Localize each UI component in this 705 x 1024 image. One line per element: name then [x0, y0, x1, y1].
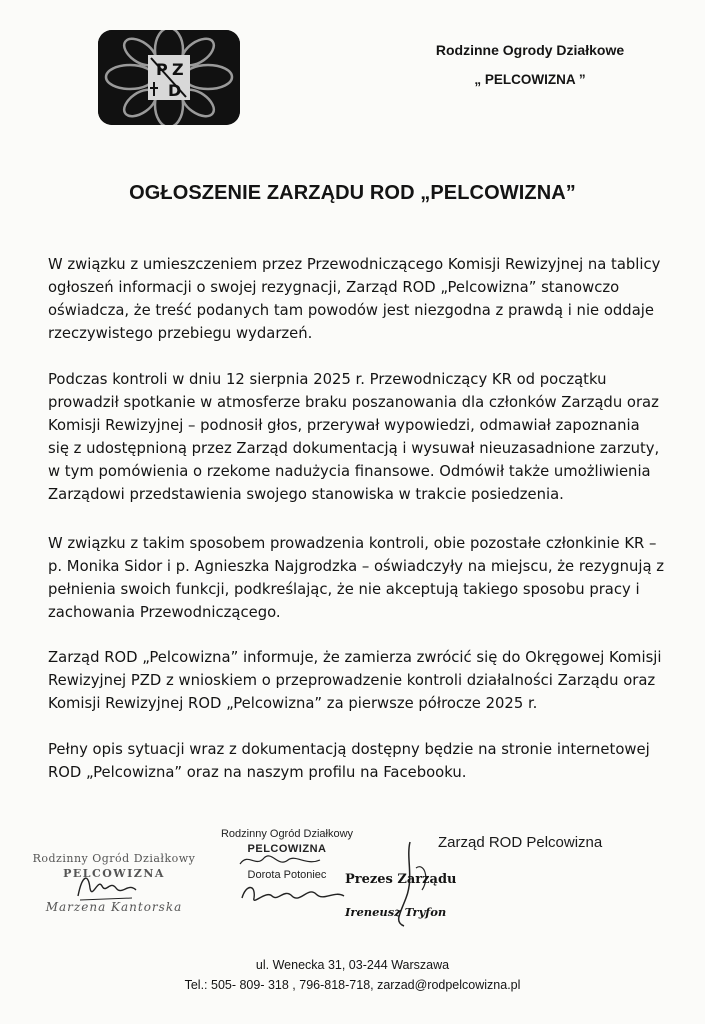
signature-treasurer [72, 868, 142, 906]
paragraph-4 [48, 646, 668, 715]
paragraph-line: prowadził spotkanie w atmosferze braku poszanowania dla członków Zarządu oraz [48, 394, 659, 411]
signature-secretary-small [236, 848, 326, 872]
paragraph-line: w tym pomówienia o rzekome nadużycia finansowe. Odmówił także umożliwienia [48, 463, 651, 480]
paragraph-line: ROD „Pelcowizna” oraz na naszym profilu na Facebooku. [48, 764, 467, 781]
president-title: Prezes Zarządu [345, 872, 457, 887]
paragraph-line: Rewizyjnej PZD z wnioskiem o przeprowadzenie kontroli działalności Zarządu oraz [48, 672, 656, 689]
paragraph-line: rzeczywistego przebiegu wydarzeń. [48, 325, 313, 342]
logo-letter-d: D [168, 81, 182, 100]
footer-address: ul. Wenecka 31, 03-244 Warszawa [255, 958, 450, 972]
logo-letter-p: P [156, 60, 168, 79]
stamp-garden-name: PELCOWIZNA [63, 867, 165, 880]
organization-subtitle: „ PELCOWIZNA ” [474, 72, 586, 87]
paragraph-line: Zarząd ROD „Pelcowizna” informuje, że zamierza zwrócić się do Okręgowej Komisji [48, 649, 662, 666]
logo-letter-z: Z [172, 60, 184, 79]
paragraph-line: zachowania Przewodniczącego. [48, 604, 281, 621]
paragraph-line: W związku z takim sposobem prowadzenia kontroli, obie pozostałe członkinie KR – [48, 535, 657, 552]
paragraph-5 [48, 738, 668, 784]
organization-name: Rodzinne Ogrody Działkowe [435, 42, 625, 58]
paragraph-line: p. Monika Sidor i p. Agnieszka Najgrodzka – oświadczyły na miejscu, że rezygnują z [48, 558, 665, 575]
stamp-garden-name: PELCOWIZNA [247, 843, 327, 855]
paragraph-line: oświadcza, że treść podanych tam powodów jest niezgodna z prawdą i nie oddaje [48, 302, 654, 319]
paragraph-1 [48, 253, 668, 345]
paragraph-line: się z udostępnioną przez Zarząd dokumentacją i wysuwał nieuzasadnione zarzuty, [48, 440, 660, 457]
pzd-logo-emblem [98, 30, 240, 125]
paragraph-line: Pełny opis sytuacji wraz z dokumentacją dostępny będzie na stronie internetowej [48, 741, 650, 758]
paragraph-line: Komisji Rewizyjnej – podnosił głos, przerywał wypowiedzi, odmawiał zapoznania [48, 417, 640, 434]
pzd-logo [98, 30, 240, 125]
document-title: OGŁOSZENIE ZARZĄDU ROD „PELCOWIZNA” [129, 182, 576, 204]
paragraph-line: Zarządowi przedstawienia swojego stanowiska w trakcie posiedzenia. [48, 486, 564, 503]
paragraph-line: W związku z umieszczeniem przez Przewodniczącego Komisji Rewizyjnej na tablicy [48, 256, 661, 273]
signature-secretary [238, 878, 348, 908]
paragraph-line: Komisji Rewizyjnej ROD „Pelcowizna” za pierwsze półrocze 2025 r. [48, 695, 538, 712]
president-name: Ireneusz Tryfon [345, 905, 447, 919]
paragraph-line: pełnienia swoich funkcji, podkreślając, że nie akceptują takiego sposobu pracy i [48, 581, 640, 598]
stamp-org-name: Rodzinny Ogród Działkowy [220, 828, 354, 840]
footer-contact: Tel.: 505- 809- 318 , 796-818-718, zarzad@rodpelcowizna.pl [184, 978, 521, 992]
stamp-person-name: Dorota Potoniec [247, 869, 327, 881]
board-signature: Zarząd ROD Pelcowizna [438, 834, 603, 851]
paragraph-2 [48, 368, 668, 506]
paragraph-line: ogłoszeń informacji o swojej rezygnacji, Zarząd ROD „Pelcowizna” stanowczo [48, 279, 620, 296]
stamp-org-name: Rodzinny Ogród Działkowy [32, 852, 196, 865]
paragraph-3 [48, 532, 668, 624]
stamp-person-name: Marzena Kantorska [45, 900, 183, 914]
paragraph-line: Podczas kontroli w dniu 12 sierpnia 2025 r. Przewodniczący KR od początku [48, 371, 607, 388]
